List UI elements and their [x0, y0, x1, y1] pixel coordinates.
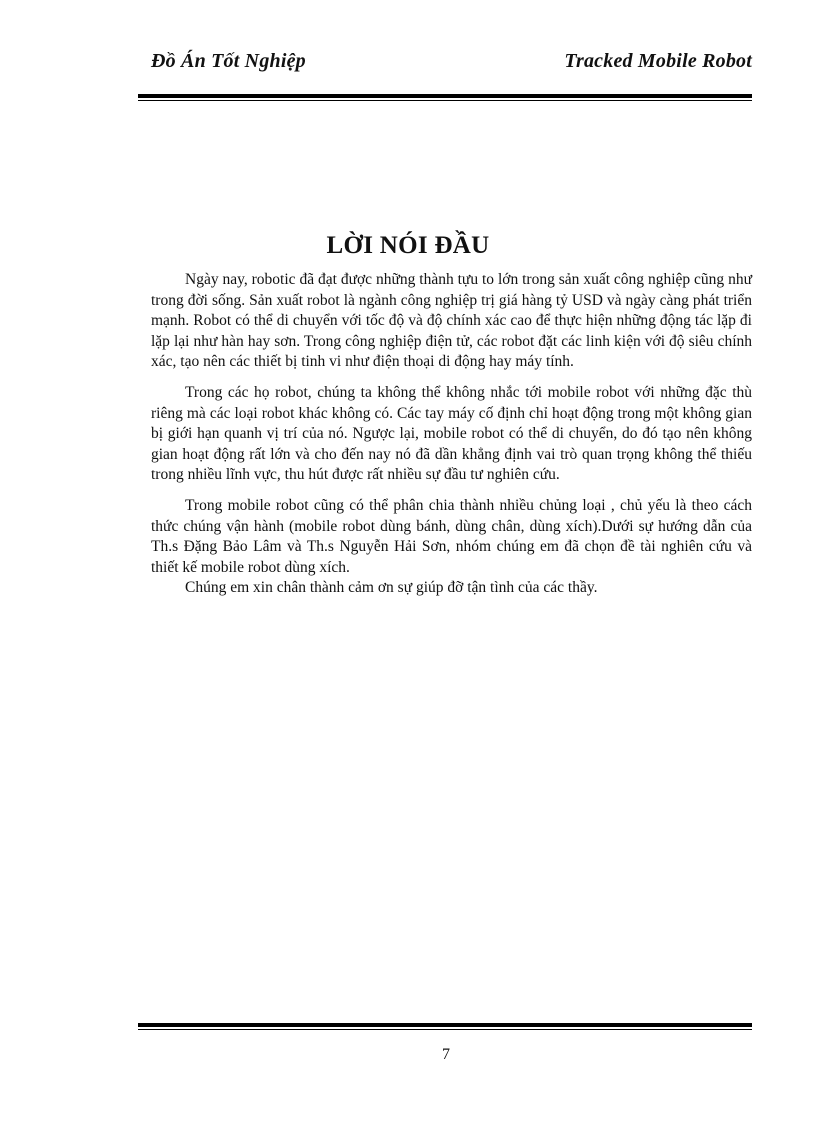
header-divider [138, 94, 752, 101]
header-project-title: Tracked Mobile Robot [564, 50, 752, 72]
footer-divider [138, 1023, 752, 1030]
paragraph: Chúng em xin chân thành cảm ơn sự giúp đỡ tận tình của các thầy. [185, 579, 598, 597]
paragraph: Trong các họ robot, chúng ta không thể không nhắc tới mobile robot với những đặc thù riêng mà các loại robot khác không có. Các tay máy cố định chỉ hoạt động trong một không gian bị giới hạn quanh vị trí của nó. Ngược lại, mobile robot có thể di chuyển, do đó tạo nên không gian hoạt động rất lớn và cho đến nay nó đã dần khẳng định vai trò quan trọng không thể thiếu trong nhiều lĩnh vực, thu hút được rất nhiều sự đầu tư nghiên cứu. [151, 383, 752, 484]
page-number: 7 [442, 1046, 450, 1063]
paragraph: Ngày nay, robotic đã đạt được những thành tựu to lớn trong sản xuất công nghiệp cũng như trong đời sống. Sản xuất robot là ngành công nghiệp trị giá hàng tỷ USD và ngày càng phát triển mạnh. Robot có thể di chuyển với tốc độ và độ chính xác cao để thực hiện những động tác lặp đi lặp lại như hàn hay sơn. Trong công nghiệp điện tử, các robot đặt các linh kiện với độ siêu chính xác, tạo nên các thiết bị tinh vi như điện thoại di động hay máy tính. [151, 271, 752, 371]
body-text [151, 270, 752, 609]
header-document-title: Đồ Án Tốt Nghiệp [151, 50, 306, 72]
paragraph: Trong mobile robot cũng có thể phân chia thành nhiều chủng loại , chủ yếu là theo cách thức chúng vận hành (mobile robot dùng bánh, dùng chân, dùng xích).Dưới sự hướng dẫn của Th.s Đặng Bảo Lâm và Th.s Nguyễn Hải Sơn, nhóm chúng em đã chọn đề tài nghiên cứu và thiết kế mobile robot dùng xích. [151, 496, 752, 576]
page-title: LỜI NÓI ĐẦU [326, 232, 490, 259]
